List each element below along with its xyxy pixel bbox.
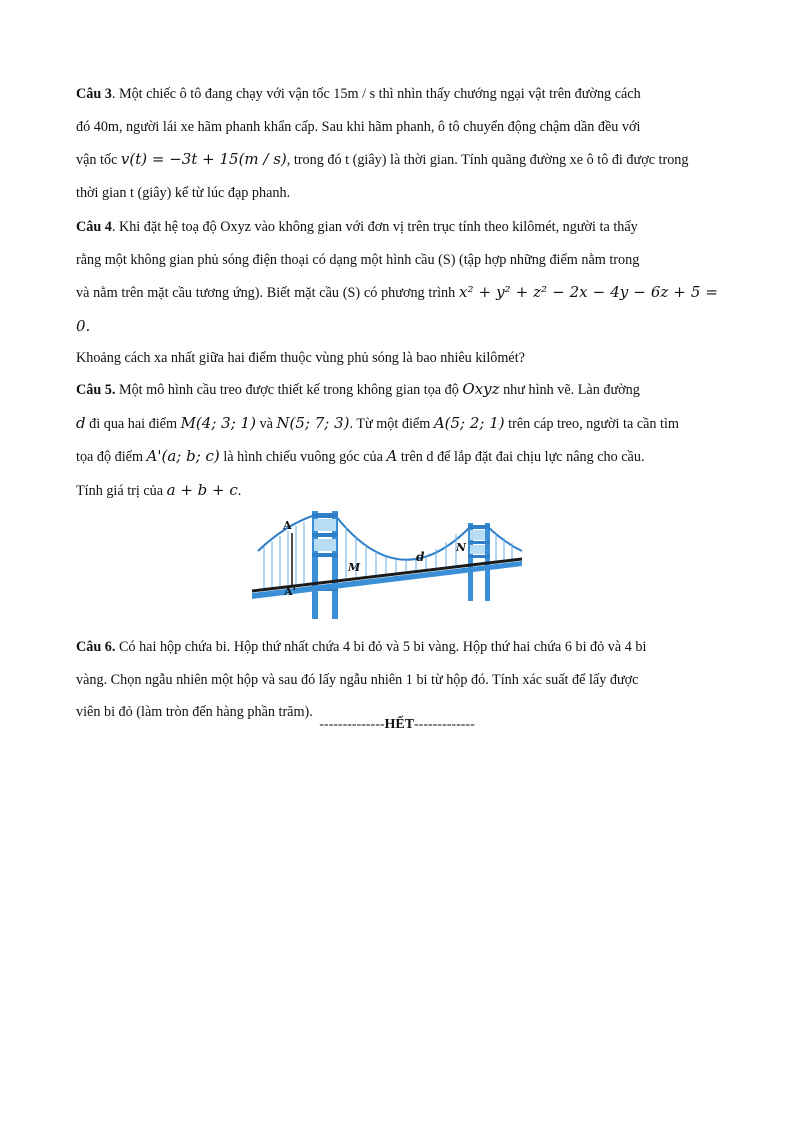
q5-line-1: Câu 5. Một mô hình cầu treo được thiết kế trong không gian tọa độ Oxyz như hình vẽ. Làn đường — [76, 380, 640, 398]
bridge-figure — [250, 503, 524, 625]
end-marker: --------------HẾT------------- — [319, 717, 475, 732]
question-3 — [76, 78, 718, 209]
q3-line-1: Câu 3. Một chiếc ô tô đang chạy với vận tốc 15m / s thì nhìn thấy chướng ngại vật trên đường cách — [76, 86, 641, 102]
q4-label: Câu 4 — [76, 219, 112, 235]
point-M: M(4; 3; 1) — [180, 413, 256, 432]
q3-velocity-formula: v(t) = −3t + 15(m / s) — [120, 150, 287, 168]
question-5 — [76, 373, 718, 507]
label-N: N — [456, 541, 467, 554]
label-d: d — [416, 550, 425, 564]
suspension-bridge-illustration — [250, 503, 524, 625]
q5-line-2: d đi qua hai điểm M(4; 3; 1) và N(5; 7; 3). Từ một điểm A(5; 2; 1) trên cáp treo, người ta cần tìm — [76, 413, 679, 432]
question-6 — [76, 631, 718, 729]
left-tower — [312, 511, 338, 619]
q6-label: Câu 6. — [76, 639, 116, 655]
q6-line-2: vàng. Chọn ngẫu nhiên một hộp và sau đó lấy ngẫu nhiên 1 bi từ hộp đó. Tính xác suất để lấy được — [76, 671, 639, 688]
q3-line-4: thời gian t (giây) kể từ lúc đạp phanh. — [76, 184, 291, 201]
q4-line-2: rằng một không gian phủ sóng điện thoại có dạng một hình cầu (S) (tập hợp những điểm nằm trong — [76, 251, 640, 268]
q4-sphere-equation: x² + y² + z² − 2x − 4y − 6z + 5 = 0. — [76, 283, 718, 335]
exam-page — [76, 78, 718, 507]
point-N: N(5; 7; 3) — [276, 413, 350, 432]
label-A-prime: A' — [284, 585, 296, 598]
q5-line-3: tọa độ điểm A'(a; b; c) là hình chiếu vuông góc của A trên d để lắp đặt đai chịu lực nâng cho cầu. — [76, 447, 645, 465]
point-A: A(5; 2; 1) — [433, 413, 505, 432]
q6-line-1: Câu 6. Có hai hộp chứa bi. Hộp thứ nhất chứa 4 bi đỏ và 5 bi vàng. Hộp thứ hai chứa 6 bi đỏ và 4 bi — [76, 639, 647, 655]
q3-label: Câu 3 — [76, 86, 112, 102]
q3-line-2: đó 40m, người lái xe hãm phanh khẩn cấp. Sau khi hãm phanh, ô tô chuyển động chậm dần đều với — [76, 118, 641, 135]
q3-line-3: vận tốc v(t) = −3t + 15(m / s), trong đó t (giây) là thời gian. Tính quãng đường xe ô tô đi được trong — [76, 150, 689, 168]
q5-line-4: Tính giá trị của a + b + c. — [76, 480, 242, 499]
end-word: HẾT — [384, 717, 415, 732]
point-A-prime: A'(a; b; c) — [146, 447, 220, 465]
label-A: A — [283, 519, 292, 532]
q5-label: Câu 5. — [76, 382, 116, 398]
label-M: M — [348, 561, 361, 574]
q4-line-1: Câu 4. Khi đặt hệ toạ độ Oxyz vào không gian với đơn vị trên trục tính theo kilômét, người ta thấy — [76, 219, 638, 235]
q6-line-3: viên bi đỏ (làm tròn đến hàng phần trăm). — [76, 704, 313, 720]
q4-line-3: và nằm trên mặt cầu tương ứng). Biết mặt cầu (S) có phương trình x² + y² + z² − 2x − 4y − 6z + 5 = 0. — [76, 283, 718, 335]
question-4 — [76, 211, 718, 373]
q4-line-4: Khoảng cách xa nhất giữa hai điểm thuộc vùng phủ sóng là bao nhiêu kilômét? — [76, 350, 525, 366]
